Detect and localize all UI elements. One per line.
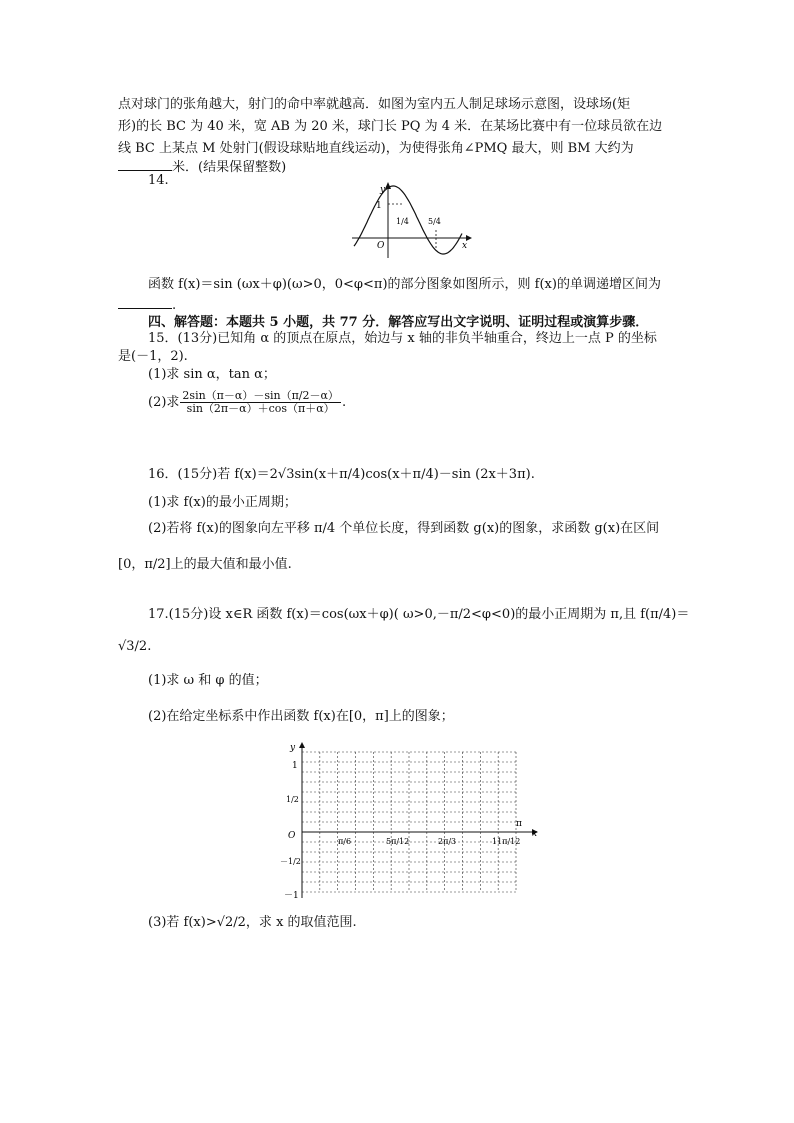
graph-y-label: y [380,185,386,195]
q16-part-1: (1)求 f(x)的最小正周期； [148,495,297,510]
q13-line-3: 线 BC 上某点 M 处射门(假设球贴地直线运动)，为使得张角∠PMQ 最大，则 BM 大约为 [118,141,634,156]
grid-xtick-pi: π [516,819,522,829]
q13-line-4: 米．(结果保留整数) [118,158,286,177]
q13-line-2: 形)的长 BC 为 40 米，宽 AB 为 20 米，球门长 PQ 为 4 米．在某场比赛中有一位球员欲在边 [118,119,663,134]
y-axis-arrow-icon [299,742,305,748]
grid-ytick-half: 1/2 [286,795,299,804]
q16-part-2b: [0，π/2]上的最大值和最小值. [118,557,292,572]
q15-part-2: (2)求 $\frac{2\sin(\pi-\alpha)-\sin(\pi/2-\alpha)}{\sin(2\pi-\alpha)+\cos(\pi+\alpha)}$ . [148,389,347,415]
q14-line-1: 函数 f(x)＝sin (ωx＋φ)(ω>0，0<φ<π)的部分图象如图所示，则 f(x)的单调递增区间为 [148,277,661,292]
graph-x-label: x [462,241,468,251]
answer-blank [118,296,172,309]
grid-ytick-neg-half: －1/2 [280,857,301,866]
grid-xtick-2pi-3: 2π/3 [438,837,457,846]
grid-xtick-pi-6: π/6 [338,837,352,846]
dashed-grid [302,752,516,892]
q14-number: 14. [148,173,169,188]
q15-fraction: $\frac{2\sin(\pi-\alpha)-\sin(\pi/2-\alpha)}{\sin(2\pi-\alpha)+\cos(\pi+\alpha)}$ [182,389,339,415]
graph-tick-1-4: 1/4 [396,217,409,226]
graph-one-label: 1 [376,201,382,211]
q17-part-1: (1)求 ω 和 φ 的值； [148,673,268,688]
grid-ytick-neg-1: －1 [284,891,299,901]
q14-sine-graph [346,180,476,260]
grid-ytick-1: 1 [292,761,298,771]
q16-line-1: 16．(15分)若 f(x)＝2√3sin(x＋π/4)cos(x＋π/4)－sin (2x＋3π). [148,467,535,482]
q13-line-1: 点对球门的张角越大，射门的命中率就越高．如图为室内五人制足球场示意图，设球场(矩 [118,97,631,112]
q17-line-1: 17.(15分)设 x∈R 函数 f(x)＝cos(ωx＋φ)( ω>0,－π/2<φ<0)的最小正周期为 π,且 f(π/4)＝ [148,607,690,622]
grid-x-label: x [532,829,538,839]
q17-line-2: √3/2. [118,639,152,654]
q14-line-2: . [118,296,176,315]
answer-blank [118,158,172,171]
section-four-heading: 四、解答题：本题共 5 小题，共 77 分．解答应写出文字说明、证明过程或演算步骤． [148,315,649,330]
graph-tick-5-4: 5/4 [428,217,441,226]
q15-line-2: 是(－1，2). [118,349,188,364]
q17-coordinate-grid [280,740,550,902]
q15-line-1: 15．(13分)已知角 α 的顶点在原点，始边与 x 轴的非负半轴重合，终边上一点 P 的坐标 [148,331,657,346]
graph-origin: O [377,241,385,251]
grid-xtick-11pi-12: 11π/12 [492,837,521,846]
grid-y-label: y [290,743,296,753]
grid-origin: O [288,831,296,841]
grid-xtick-5pi-12: 5π/12 [386,837,410,846]
q17-part-2: (2)在给定坐标系中作出函数 f(x)在[0，π]上的图象； [148,709,454,724]
q17-part-3: (3)若 f(x)>√2/2，求 x 的取值范围. [148,915,357,930]
q16-part-2a: (2)若将 f(x)的图象向左平移 π/4 个单位长度，得到函数 g(x)的图象，求函数 g(x)在区间 [148,521,660,536]
q15-part-1: (1)求 sin α，tan α； [148,367,276,382]
